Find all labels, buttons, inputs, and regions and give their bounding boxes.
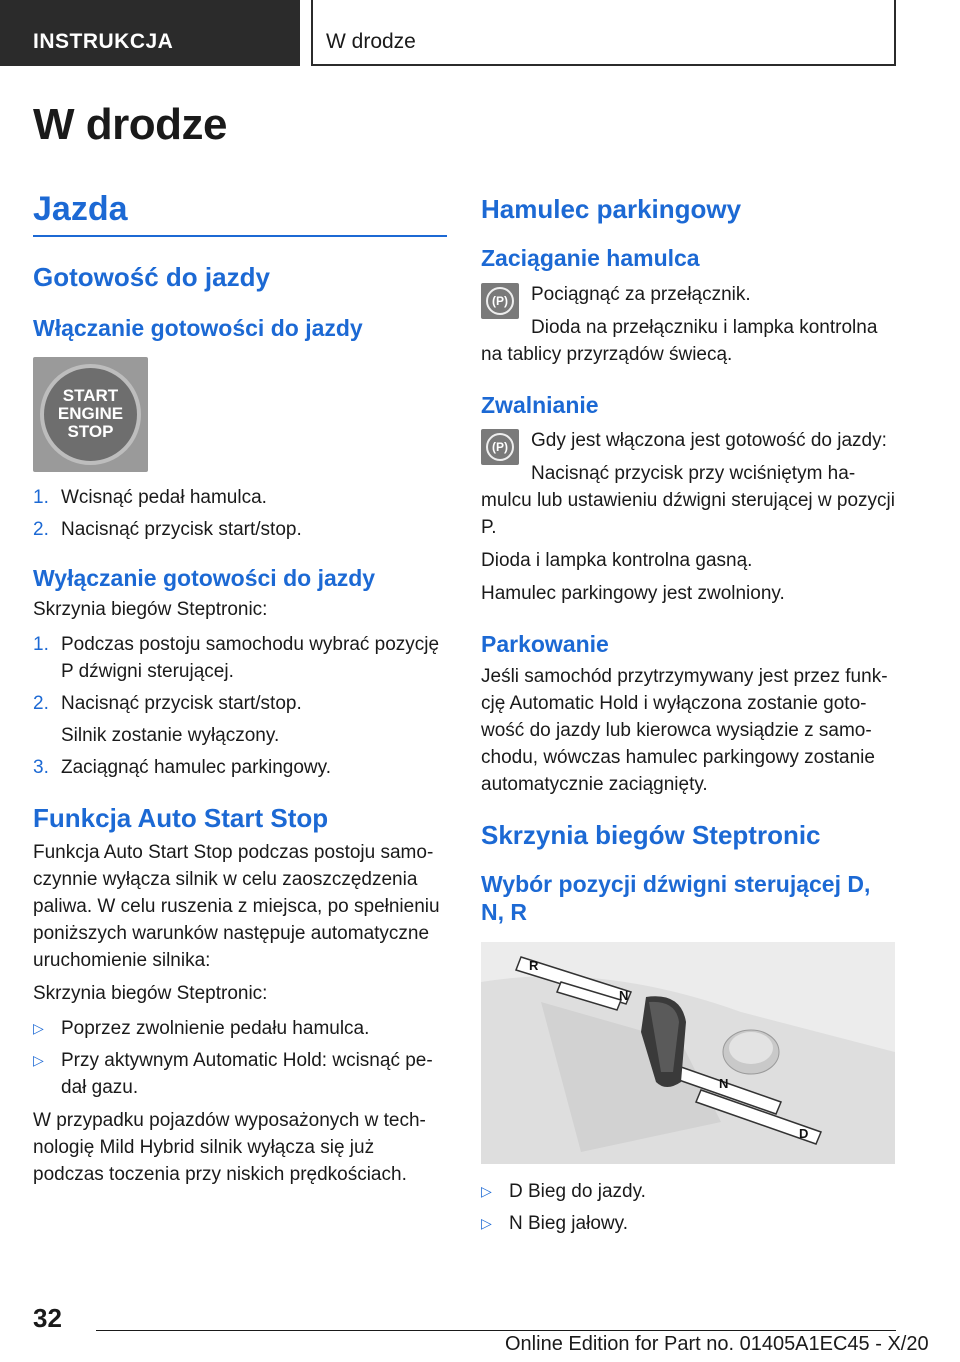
paragraph: Funkcja Auto Start Stop podczas postoju samoczynnie wyłącza silnik w celu zaoszczędzenia paliwa. W celu ruszenia z miejsca, po spełnieniu poniższych warunków następuje automatyczne uruchomienie silnika: [33,841,440,971]
bullet-item: ▷ D Bieg do jazdy. [481,1181,646,1203]
heading-auto-start-stop: Funkcja Auto Start Stop [33,803,329,834]
list-item: 2. Nacisnąć przycisk start/stop. [33,693,302,715]
heading-zwalnianie: Zwalnianie [481,391,599,418]
gear-selector-illustration [481,942,895,1164]
list-item: 1. Podczas postoju samochodu wybrać pozycję P dźwigni sterującej. [33,634,440,683]
heading-jazda: Jazda [33,190,447,237]
heading-wylaczanie: Wyłączanie gotowości do jazdy [33,564,376,591]
list-note: Silnik zostanie wyłączony. [61,725,280,747]
heading-skrzynia: Skrzynia biegów Steptronic [481,819,821,850]
paragraph: Dioda i lampka kontrolna gasną. [481,550,753,572]
page-number: 32 [33,1303,62,1333]
left-column [33,190,447,1188]
bullet-item: ▷ N Bieg jałowy. [481,1213,628,1235]
parking-brake-icon: (P) [481,283,519,319]
heading-zaciaganie: Zaciąganie hamulca [481,245,700,272]
heading-parkowanie: Parkowanie [481,631,609,658]
svg-text:D: D [799,1126,809,1142]
footer-edition: Online Edition for Part no. 01405A1EC45 - X/20 [505,1333,929,1355]
bullet-item: ▷ Przy aktywnym Automatic Hold: wcisnąć pedał gazu. [33,1049,433,1098]
paragraph: Skrzynia biegów Steptronic: [33,599,268,621]
paragraph: Nacisnąć przycisk przy wciśniętym hamulcu lub ustawieniu dźwigni sterującej w pozycji P. [481,463,895,539]
zwalnianie-block [481,427,895,541]
start-stop-label: START ENGINE STOP [57,385,124,441]
bullet-item: ▷ Poprzez zwolnienie pedału hamulca. [33,1017,370,1039]
paragraph: Gdy jest włączona jest gotowość do jazdy: [531,430,887,452]
svg-text:R: R [529,958,539,974]
heading-gotowosc: Gotowość do jazdy [33,262,270,292]
paragraph: Dioda na przełączniku i lampka kontrolna na tablicy przyrządów świecą. [481,316,878,365]
paragraph: Skrzynia biegów Steptronic: [33,982,268,1004]
zaciaganie-block [481,281,895,368]
list-item: 1. Wcisnąć pedał hamulca. [33,486,267,508]
paragraph: Pociągnąć za przełącznik. [531,283,751,305]
paragraph: W przypadku pojazdów wyposażonych w technologię Mild Hybrid silnik wyłącza się już podczas toczenia przy niskich prędkościach. [33,1109,426,1185]
list-item: 3. Zaciągnąć hamulec parkingowy. [33,757,332,779]
chapter-tab: W drodze [311,0,896,66]
paragraph: Jeśli samochód przytrzymywany jest przez funkcję Automatic Hold i wyłączona zostanie gotowość do jazdy lub kierowca wysiądzie z samochodu, wówczas hamulec parkingowy zostanie automatycznie zaciągnięty. [481,665,888,795]
list-item: 2. Nacisnąć przycisk start/stop. [33,518,302,540]
start-stop-button-image [33,357,148,472]
parking-brake-icon: (P) [481,429,519,465]
page-title: W drodze [33,100,227,149]
right-column [481,190,895,1237]
heading-wlaczanie: Włączanie gotowości do jazdy [33,315,363,342]
svg-text:N: N [619,988,629,1004]
heading-hamulec: Hamulec parkingowy [481,194,742,224]
svg-text:N: N [719,1076,729,1092]
paragraph: Hamulec parkingowy jest zwolniony. [481,583,785,605]
top-bar [0,0,960,66]
section-tab: INSTRUKCJA [0,0,300,66]
heading-wybor: Wybór pozycji dźwigni sterującej D, N, R [481,871,871,925]
gear-selector-image [481,942,895,1164]
footer-rule [96,1330,896,1331]
